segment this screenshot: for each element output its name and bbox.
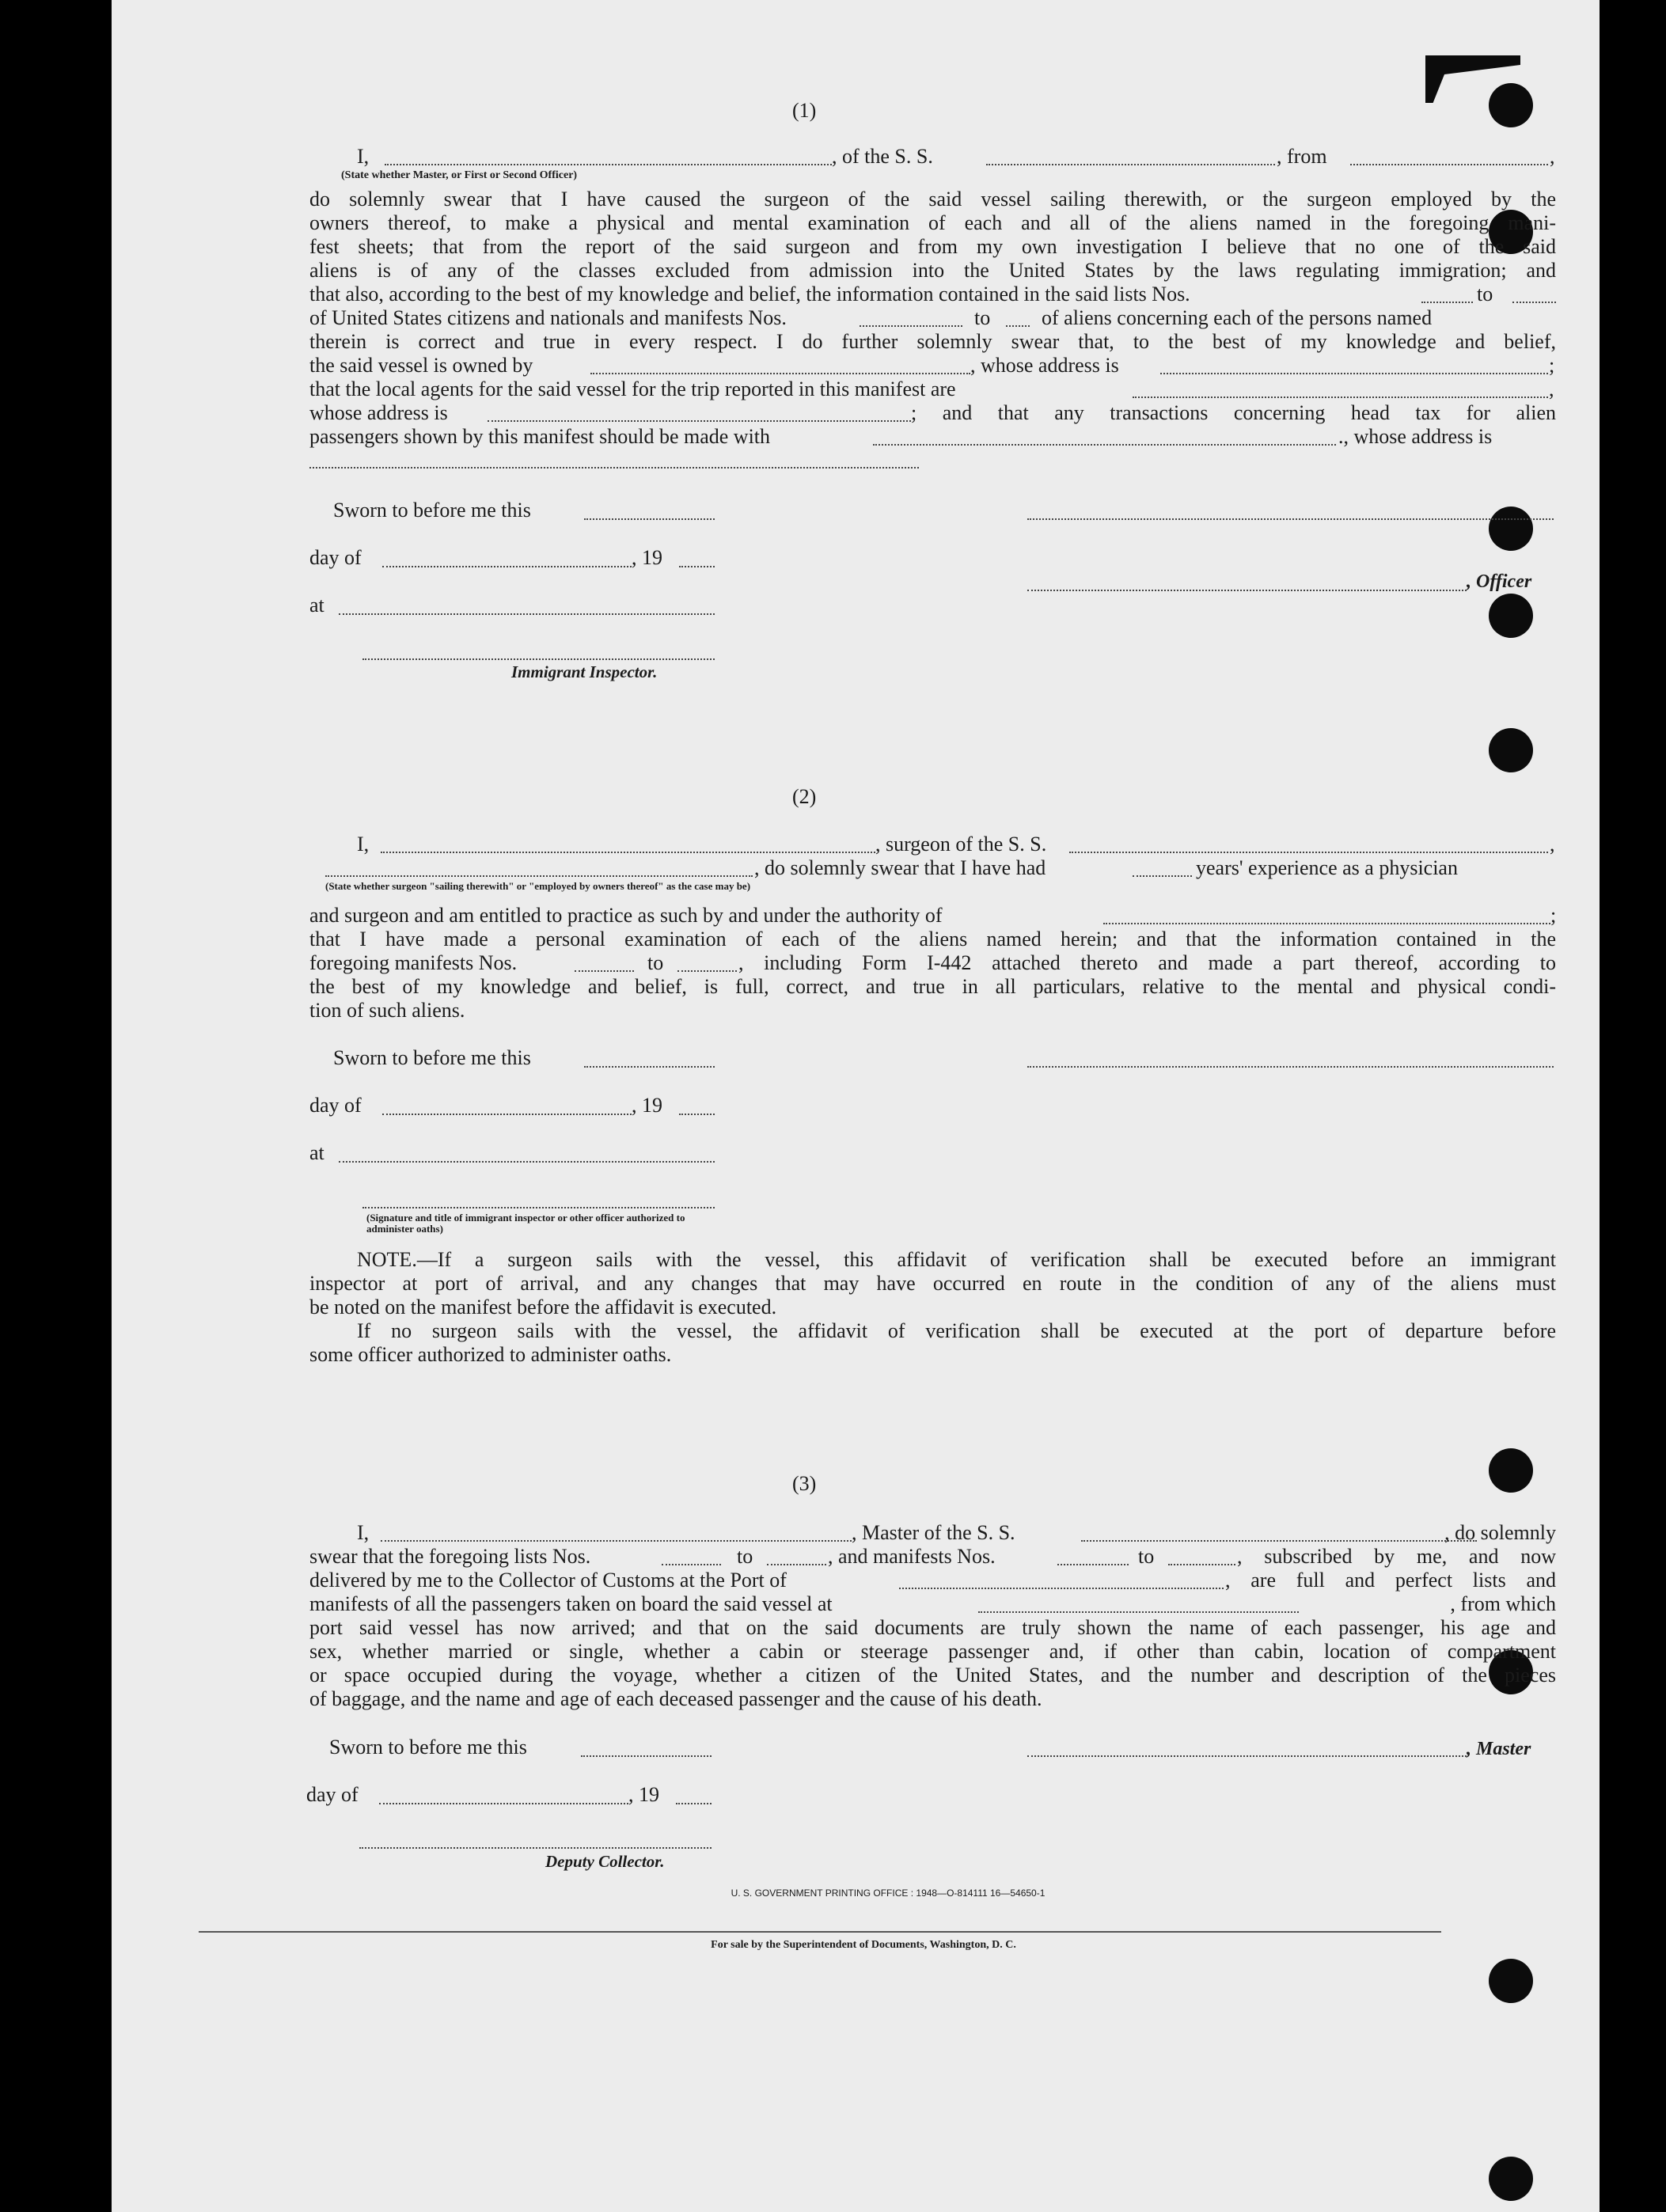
officer-label: , Officer xyxy=(1467,571,1532,592)
inspector-label: Immigrant Inspector. xyxy=(511,662,658,681)
s2-authority: and surgeon and am entitled to practice as such by and under the authority of ; xyxy=(309,904,1557,927)
s3-body-2: or space occupied during the voyage, whether a citizen of the United States, and the number and description of the pieces xyxy=(309,1664,1556,1687)
punch-hole xyxy=(1489,1448,1533,1493)
note-1: inspector at port of arrival, and any changes that may have occurred en route in the condition of any of the aliens must xyxy=(309,1272,1556,1295)
s2-signature-line xyxy=(362,1207,715,1208)
note-0: NOTE.—If a surgeon sails with the vessel, this affidavit of verification shall be executed before an immigrant xyxy=(357,1248,1556,1271)
s2-at-label: at xyxy=(309,1141,324,1164)
s1-body-7: the said vessel is owned by , whose address is ; xyxy=(309,354,1555,377)
s1-body-3: aliens is of any of the classes excluded from admission into the United States by the laws regulating immigration; and xyxy=(309,259,1556,282)
officer-caption: (State whether Master, or First or Second Officer) xyxy=(341,169,578,181)
punch-hole xyxy=(1489,507,1533,551)
deputy-signature-line xyxy=(359,1847,712,1849)
note-3: If no surgeon sails with the vessel, the affidavit of verification shall be executed at the port of departure before xyxy=(357,1319,1556,1342)
form-page: (1) I, , of the S. S. , from , (State whether Master, or First or Second Officer) do solemnly swear that I have caused the surgeon of the said vessel sailing therewith, or the surgeon employed by the owners thereof, to make a physical and mental examination of each and all of the aliens named in the foregoing mani- fest sheets; that from the report of the said surgeon and from my own investigation I believe that no one of the said aliens is of any of the classes excluded from admission into the United States by the laws regulating immigration; and that also, according to the best of my knowledge and belief, the information contained in the said lists Nos. to of United States citizens and nationals and manifests Nos. to of aliens concerning each of the persons named therein is correct and true in every respect. I do further solemnly swear that, to the best of my knowledge and belief, the said vessel is owned by , whose address is ; that the local agents for the said vessel for the trip reported in this manifest are , whose address is ; and that any transactions concerning head tax for alien passengers shown by this manifest should be made with ., whose address is Sworn to before me this day of , 19 , Officer at Immigrant Inspector. (2) I, , surgeon of the S. S. , , do solemnly swear that I have had years' experience as a physician (State whether surgeon "sailing therewith" or "employed by owners thereof" as the case may be) and surgeon and am entitled to practice as such by and under the authority of ; that I have made a personal examination of each of the aliens named herein; and that the information contained in the foregoing manifests Nos. to , including Form I-442 attached thereto and made a part thereof, according to the best of my knowledge and belief, is full, correct, and true in all particulars, relative to the mental and physical condi- tion of such aliens. Sworn to before me this day of , 19 at (Signature and title of immigrant inspector or other officer authorized to administer oaths) NOTE.—If a surgeon sails with the vessel, this affidavit of verification shall be executed before an immigrant inspector at port of arrival, and any changes that may have occurred en route in the condition of any of the aliens must be noted on the manifest before the affidavit is executed. If no surgeon sails with the vessel, the affidavit of verification shall be executed at the port of departure before some officer authorized to administer oaths. (3) I, , Master of the S. S. , do solemnly swear that the foregoing lists Nos. to , and manifests Nos. to , subscribed by me, and now delivered by me to the Collector of Customs at the Port of , are full and perfect lists and manifests of all the passengers taken on board the said vessel at , from which port said vessel has now arrived; and that on the said documents are truly shown the name of each passenger, his age and sex, whether married or single, whether a cabin or steerage passenger and, if other than cabin, location of compartment or space occupied during the voyage, whether a citizen of the United States, and the number and description of the pieces of baggage, and the name and age of each deceased passenger and the cause of his death. Sworn to before me this , Master day of , 19 Deputy Collector. U. S. GOVERNMENT PRINTING OFFICE : 1948—O-814111 16—54650-1 For sale by the Superintendent of Documents, Washington, D. C. xyxy=(112,0,1600,2212)
s1-body-8: that the local agents for the said vessel for the trip reported in this manifest are , xyxy=(309,378,1554,400)
surgeon-signature-line xyxy=(1027,1066,1554,1068)
note-2: be noted on the manifest before the affidavit is executed. xyxy=(309,1296,777,1318)
section-2-number: (2) xyxy=(792,785,817,808)
s1-body-9: whose address is ; and that any transactions concerning head tax for alien xyxy=(309,401,1556,424)
s2-year-label: , 19 xyxy=(632,1094,662,1117)
s1-at-label: at xyxy=(309,594,324,617)
punch-hole xyxy=(1489,83,1533,127)
section-1-number: (1) xyxy=(792,99,817,122)
deputy-label: Deputy Collector. xyxy=(545,1852,665,1871)
sale-notice: For sale by the Superintendent of Documents, Washington, D. C. xyxy=(711,1939,1016,1951)
gpo-imprint: U. S. GOVERNMENT PRINTING OFFICE : 1948—O-814111 16—54650-1 xyxy=(731,1888,1046,1899)
signature-caption: (Signature and title of immigrant inspector or other officer authorized to administer oaths) xyxy=(366,1212,685,1235)
s3-line-3: delivered by me to the Collector of Customs at the Port of , are full and perfect lists and xyxy=(309,1569,1556,1592)
s3-body-0: port said vessel has now arrived; and that on the said documents are truly shown the name of each passenger, his age and xyxy=(309,1616,1556,1639)
s3-line-4: manifests of all the passengers taken on board the said vessel at , from which xyxy=(309,1592,1556,1615)
s2-body-5: tion of such aliens. xyxy=(309,999,465,1022)
s3-year-label: , 19 xyxy=(628,1783,659,1806)
officer-signature-line xyxy=(1027,518,1554,520)
s3-day-of-label: day of xyxy=(306,1783,359,1806)
punch-hole xyxy=(1489,1959,1533,2003)
punch-hole xyxy=(1489,594,1533,638)
s1-day-of-label: day of xyxy=(309,546,362,569)
s1-body-5: of United States citizens and nationals and manifests Nos. to of aliens concerning each of the persons named xyxy=(309,306,1433,329)
master-label: , Master xyxy=(1467,1739,1531,1759)
s2-body-4: the best of my knowledge and belief, is full, correct, and true in all particulars, relative to the mental and physical condi- xyxy=(309,975,1556,998)
s1-sworn-label: Sworn to before me this xyxy=(333,499,531,522)
s3-body-3: of baggage, and the name and age of each deceased passenger and the cause of his death. xyxy=(309,1687,1042,1710)
s1-body-4: that also, according to the best of my knowledge and belief, the information contained in the said lists Nos. to xyxy=(309,283,1556,306)
s1-body-2: fest sheets; that from the report of the said surgeon and from my own investigation I believe that no one of the said xyxy=(309,235,1556,258)
note-4: some officer authorized to administer oaths. xyxy=(309,1343,672,1366)
punch-hole xyxy=(1489,2157,1533,2201)
s1-year-label: , 19 xyxy=(632,546,662,569)
s1-body-0: do solemnly swear that I have caused the surgeon of the said vessel sailing therewith, or the surgeon employed by the xyxy=(309,188,1556,211)
punch-hole xyxy=(1489,728,1533,772)
s1-body-10: passengers shown by this manifest should be made with ., whose address is xyxy=(309,425,1493,448)
s3-sworn-label: Sworn to before me this xyxy=(329,1736,527,1759)
section-3-number: (3) xyxy=(792,1472,817,1495)
footer-rule xyxy=(199,1931,1441,1933)
inspector-signature-line xyxy=(362,658,715,660)
s2-sworn-label: Sworn to before me this xyxy=(333,1046,531,1069)
address-fill-line xyxy=(309,467,919,469)
s3-line-2: swear that the foregoing lists Nos. to , and manifests Nos. to , subscribed by me, and now xyxy=(309,1545,1556,1568)
s2-body-2: that I have made a personal examination of each of the aliens named herein; and that the information contained in the xyxy=(309,928,1556,950)
s1-body-1: owners thereof, to make a physical and mental examination of each and all of the aliens named in the foregoing mani- xyxy=(309,211,1556,234)
master-signature-line xyxy=(1027,1755,1467,1757)
s2-body-3: foregoing manifests Nos. to , including Form I-442 attached thereto and made a part thereof, according to xyxy=(309,951,1556,974)
s3-body-1: sex, whether married or single, whether a cabin or steerage passenger and, if other than cabin, location of compartment xyxy=(309,1640,1556,1663)
s2-day-of-label: day of xyxy=(309,1094,362,1117)
s1-body-6: therein is correct and true in every respect. I do further solemnly swear that, to the best of my knowledge and belief, xyxy=(309,330,1556,353)
surgeon-caption: (State whether surgeon "sailing therewith" or "employed by owners thereof" as the case may be) xyxy=(325,880,751,892)
